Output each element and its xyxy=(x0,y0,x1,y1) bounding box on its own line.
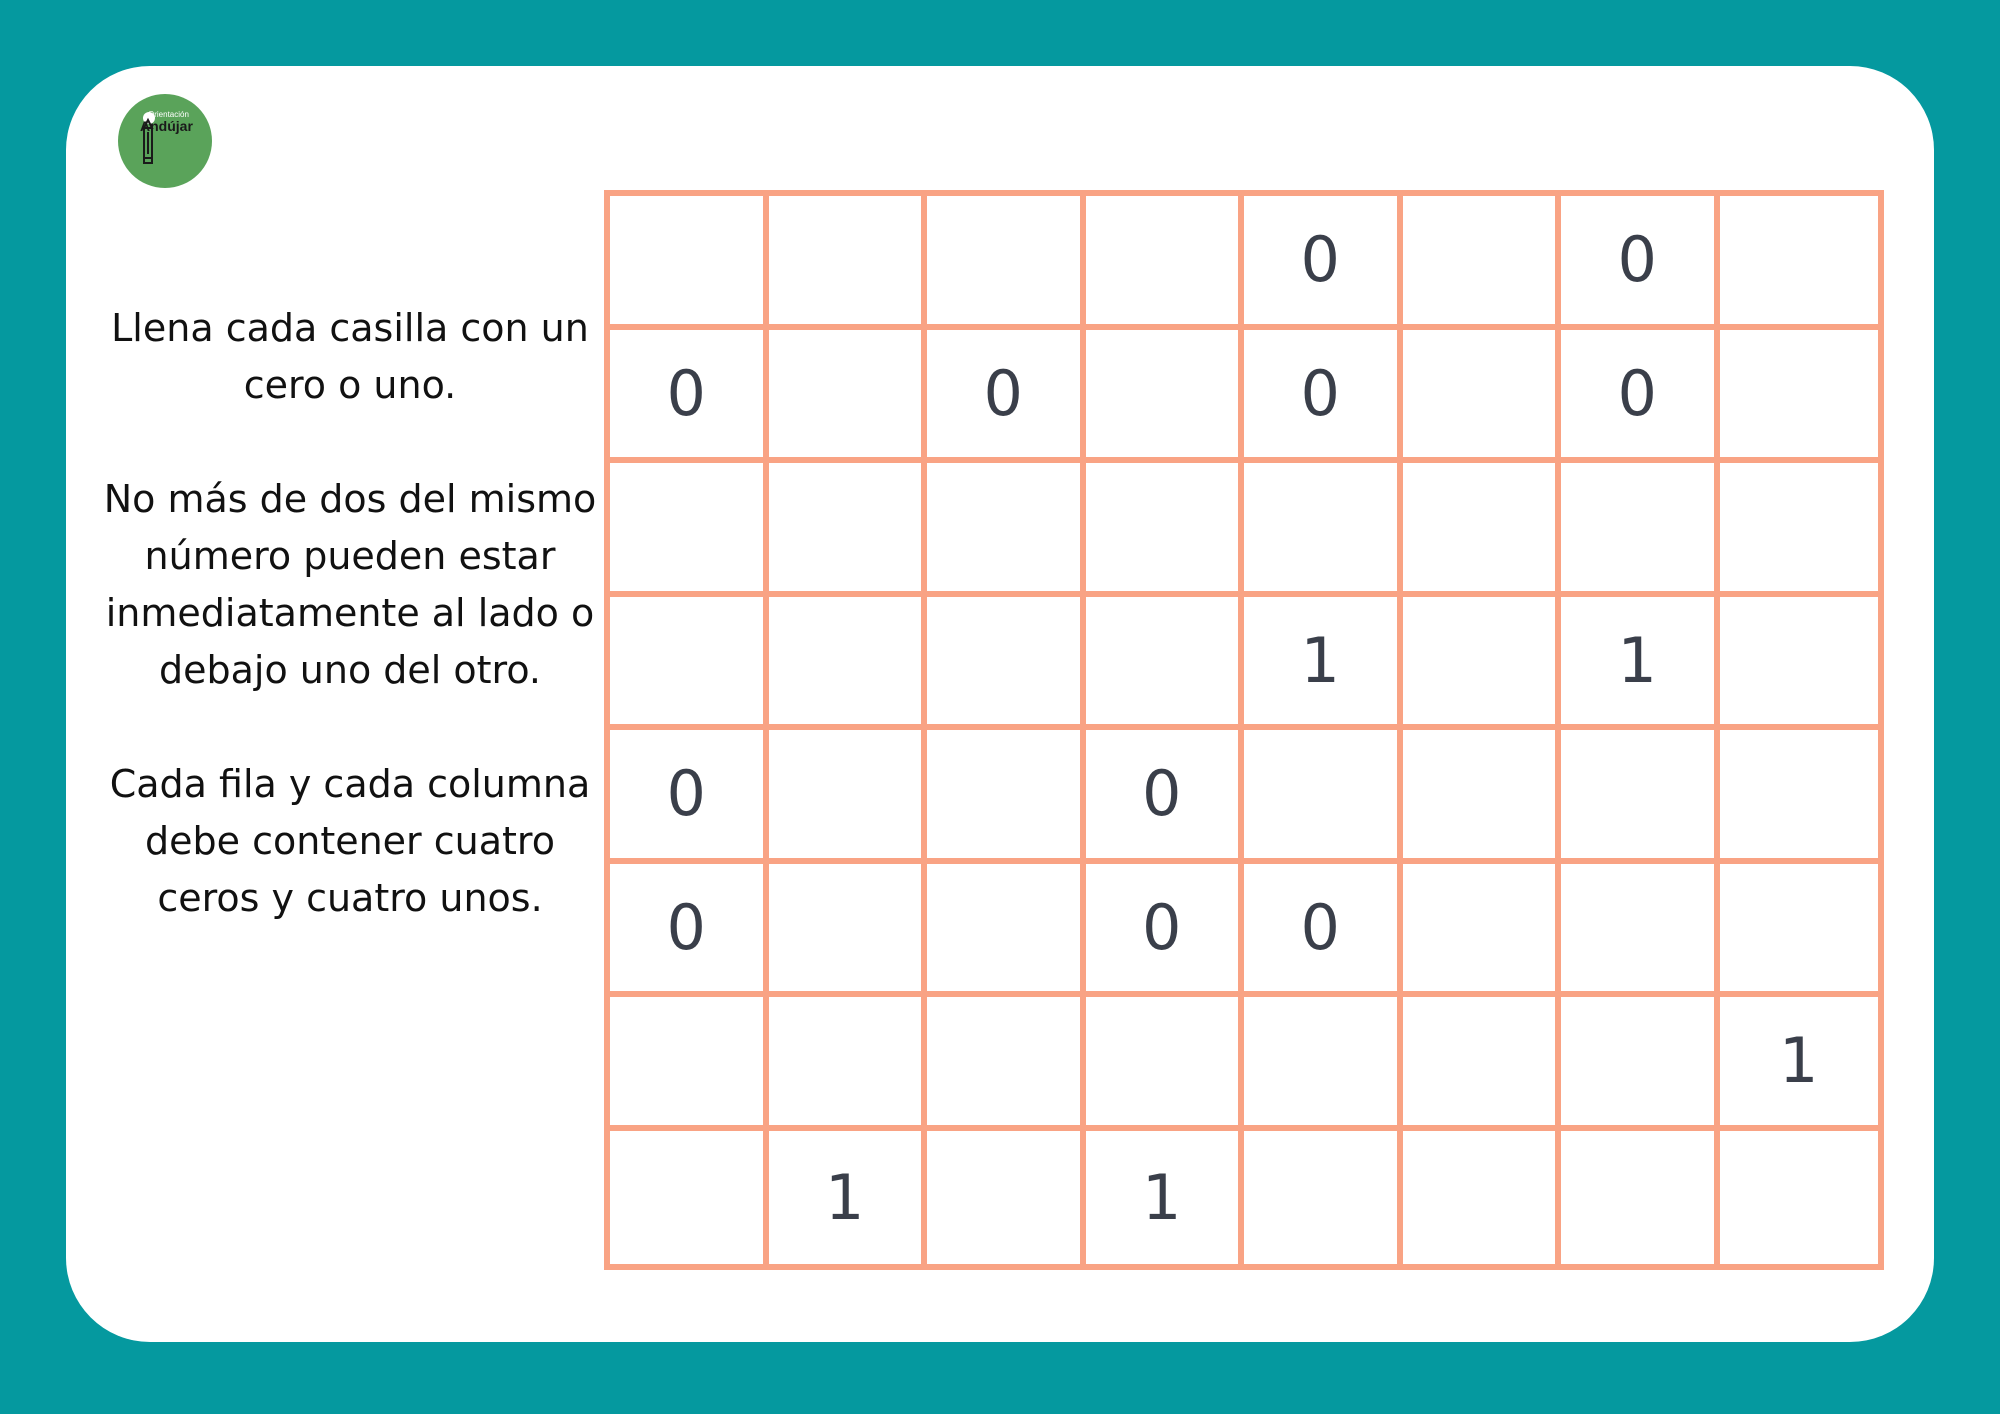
logo-brand: Andújar xyxy=(140,118,193,134)
grid-cell-r4-c2[interactable] xyxy=(769,597,928,731)
grid-cell-r2-c8[interactable] xyxy=(1720,330,1879,464)
grid-cell-r2-c4[interactable] xyxy=(1086,330,1245,464)
grid-cell-r3-c5[interactable] xyxy=(1244,463,1403,597)
instruction-3: Cada fila y cada columna debe contener cuatro ceros y cuatro unos. xyxy=(109,762,591,920)
grid-cell-r5-c2[interactable] xyxy=(769,730,928,864)
grid-cell-r2-c7[interactable]: 0 xyxy=(1561,330,1720,464)
grid-cell-r4-c1[interactable] xyxy=(610,597,769,731)
grid-cell-r5-c8[interactable] xyxy=(1720,730,1879,864)
grid-cell-r6-c7[interactable] xyxy=(1561,864,1720,998)
grid-cell-r3-c3[interactable] xyxy=(927,463,1086,597)
grid-cell-r4-c8[interactable] xyxy=(1720,597,1879,731)
grid-cell-r8-c1[interactable] xyxy=(610,1131,769,1265)
instruction-1: Llena cada casilla con un cero o uno. xyxy=(111,306,589,407)
grid-cell-r2-c5[interactable]: 0 xyxy=(1244,330,1403,464)
grid-cell-r3-c4[interactable] xyxy=(1086,463,1245,597)
grid-cell-r5-c3[interactable] xyxy=(927,730,1086,864)
grid-cell-r6-c1[interactable]: 0 xyxy=(610,864,769,998)
grid-cell-r7-c3[interactable] xyxy=(927,997,1086,1131)
grid-cell-r2-c6[interactable] xyxy=(1403,330,1562,464)
grid-cell-r8-c2[interactable]: 1 xyxy=(769,1131,928,1265)
grid-cell-r7-c2[interactable] xyxy=(769,997,928,1131)
grid-cell-r3-c7[interactable] xyxy=(1561,463,1720,597)
grid-cell-r4-c5[interactable]: 1 xyxy=(1244,597,1403,731)
grid-cell-r7-c1[interactable] xyxy=(610,997,769,1131)
grid-cell-r8-c8[interactable] xyxy=(1720,1131,1879,1265)
grid-cell-r7-c8[interactable]: 1 xyxy=(1720,997,1879,1131)
grid-cell-r3-c2[interactable] xyxy=(769,463,928,597)
grid-cell-r5-c6[interactable] xyxy=(1403,730,1562,864)
grid-cell-r7-c5[interactable] xyxy=(1244,997,1403,1131)
grid-cell-r6-c5[interactable]: 0 xyxy=(1244,864,1403,998)
grid-cell-r4-c7[interactable]: 1 xyxy=(1561,597,1720,731)
grid-cell-r8-c6[interactable] xyxy=(1403,1131,1562,1265)
grid-cell-r6-c8[interactable] xyxy=(1720,864,1879,998)
grid-cell-r6-c4[interactable]: 0 xyxy=(1086,864,1245,998)
grid-cell-r6-c3[interactable] xyxy=(927,864,1086,998)
pencil-icon xyxy=(118,94,212,188)
instruction-2: No más de dos del mismo número pueden estar inmediatamente al lado o debajo uno del otro. xyxy=(103,477,597,692)
grid-cell-r1-c3[interactable] xyxy=(927,196,1086,330)
grid-cell-r5-c1[interactable]: 0 xyxy=(610,730,769,864)
logo xyxy=(118,94,212,188)
grid-cell-r1-c4[interactable] xyxy=(1086,196,1245,330)
grid-cell-r3-c6[interactable] xyxy=(1403,463,1562,597)
grid-cell-r2-c1[interactable]: 0 xyxy=(610,330,769,464)
grid-cell-r8-c3[interactable] xyxy=(927,1131,1086,1265)
grid-cell-r5-c4[interactable]: 0 xyxy=(1086,730,1245,864)
grid-cell-r6-c6[interactable] xyxy=(1403,864,1562,998)
grid-cell-r2-c2[interactable] xyxy=(769,330,928,464)
grid-cell-r1-c8[interactable] xyxy=(1720,196,1879,330)
grid-cell-r6-c2[interactable] xyxy=(769,864,928,998)
grid-cell-r5-c7[interactable] xyxy=(1561,730,1720,864)
grid-cell-r4-c4[interactable] xyxy=(1086,597,1245,731)
grid-cell-r3-c1[interactable] xyxy=(610,463,769,597)
grid-cell-r3-c8[interactable] xyxy=(1720,463,1879,597)
grid-cell-r5-c5[interactable] xyxy=(1244,730,1403,864)
grid-cell-r7-c6[interactable] xyxy=(1403,997,1562,1131)
instructions xyxy=(100,300,600,984)
grid-cell-r8-c7[interactable] xyxy=(1561,1131,1720,1265)
grid-cell-r1-c5[interactable]: 0 xyxy=(1244,196,1403,330)
grid-cell-r1-c7[interactable]: 0 xyxy=(1561,196,1720,330)
grid-cell-r4-c3[interactable] xyxy=(927,597,1086,731)
grid-cell-r7-c7[interactable] xyxy=(1561,997,1720,1131)
grid-cell-r2-c3[interactable]: 0 xyxy=(927,330,1086,464)
binary-puzzle-grid xyxy=(604,190,1884,1270)
grid-cell-r8-c4[interactable]: 1 xyxy=(1086,1131,1245,1265)
grid-cell-r4-c6[interactable] xyxy=(1403,597,1562,731)
grid-cell-r1-c1[interactable] xyxy=(610,196,769,330)
grid-cell-r8-c5[interactable] xyxy=(1244,1131,1403,1265)
grid-cell-r1-c6[interactable] xyxy=(1403,196,1562,330)
grid-cell-r7-c4[interactable] xyxy=(1086,997,1245,1131)
logo-small-text: Orientación xyxy=(148,110,189,119)
grid-cell-r1-c2[interactable] xyxy=(769,196,928,330)
